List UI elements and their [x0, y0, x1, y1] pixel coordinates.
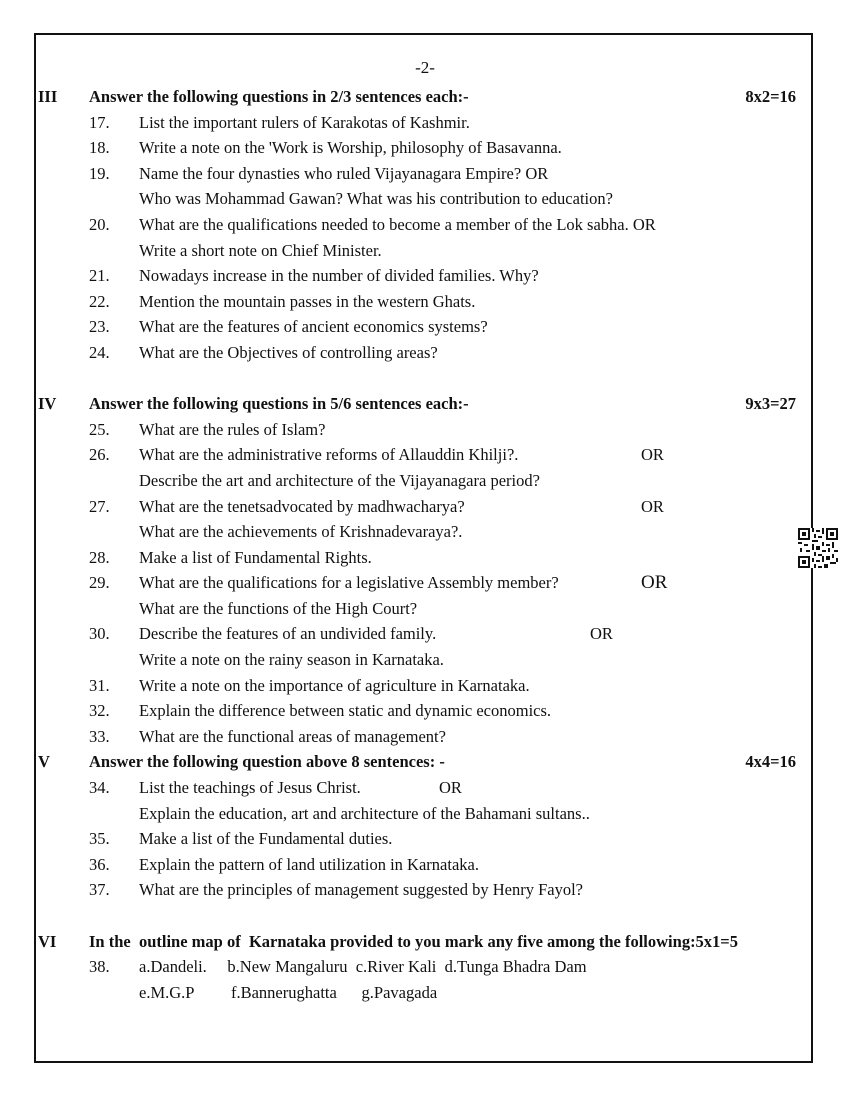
question-number: 21.: [89, 266, 110, 286]
question-text: Name the four dynasties who ruled Vijayanagara Empire? OR: [139, 163, 549, 183]
alternative-text: What are the achievements of Krishnadevaraya?.: [139, 522, 463, 542]
section-instruction: Answer the following question above 8 sentences: -: [89, 752, 445, 772]
section-header: [38, 929, 810, 955]
section-header: [38, 749, 810, 775]
question: [38, 340, 810, 366]
question-text: What are the principles of management suggested by Henry Fayol?: [139, 880, 583, 900]
spacer: [38, 903, 810, 929]
question-number: 29.: [89, 573, 110, 593]
question-text: What are the functional areas of management?: [139, 726, 446, 746]
question: [38, 954, 810, 980]
question: [38, 852, 810, 878]
question-number: 25.: [89, 419, 110, 439]
question: [38, 724, 810, 750]
question-number: 38.: [89, 957, 110, 977]
question-text: Nowadays increase in the number of divided families. Why?: [139, 266, 539, 286]
question: [38, 263, 810, 289]
or-label: OR: [641, 445, 664, 465]
alternative-text: Write a note on the rainy season in Karnataka.: [139, 650, 444, 670]
question-alternative: [38, 596, 810, 622]
qr-code-icon: [798, 528, 838, 568]
section-instruction: Answer the following questions in 5/6 sentences each:-: [89, 394, 469, 414]
question: [38, 442, 810, 468]
question-text: What are the rules of Islam?: [139, 419, 326, 439]
question-alternative: [38, 980, 810, 1006]
question-text: What are the qualifications for a legislative Assembly member?: [139, 573, 559, 593]
question-text: What are the Objectives of controlling areas?: [139, 342, 438, 362]
section-instruction: In the outline map of Karnataka provided to you mark any five among the following:5x1=5: [89, 931, 738, 951]
question-number: 28.: [89, 547, 110, 567]
or-label: OR: [590, 624, 613, 644]
question-text: Write a note on the importance of agriculture in Karnataka.: [139, 675, 530, 695]
question-number: 23.: [89, 317, 110, 337]
question-alternative: [38, 186, 810, 212]
question-text: Make a list of the Fundamental duties.: [139, 829, 393, 849]
section-number: IV: [38, 394, 57, 414]
question-alternative: [38, 647, 810, 673]
question-number: 35.: [89, 829, 110, 849]
question-alternative: [38, 801, 810, 827]
question-number: 27.: [89, 496, 110, 516]
question-number: 19.: [89, 163, 110, 183]
spacer: [38, 366, 810, 392]
question-number: 18.: [89, 138, 110, 158]
section-number: V: [38, 752, 50, 772]
question: [38, 621, 810, 647]
or-label: OR: [641, 572, 668, 594]
question-text: What are the tenetsadvocated by madhwacharya?: [139, 496, 465, 516]
section-marks: 4x4=16: [745, 752, 796, 772]
alternative-text: What are the functions of the High Court?: [139, 598, 418, 618]
page-number: -2-: [415, 58, 435, 77]
or-label: OR: [439, 778, 462, 798]
section-header: [38, 84, 810, 110]
question: [38, 161, 810, 187]
section-marks: 9x3=27: [745, 394, 796, 414]
question-number: 34.: [89, 778, 110, 798]
question-text: What are the features of ancient economics systems?: [139, 317, 488, 337]
section-instruction: Answer the following questions in 2/3 sentences each:-: [89, 87, 469, 106]
question-text: Describe the features of an undivided family.: [139, 624, 437, 644]
question: [38, 417, 810, 443]
question-alternative: [38, 519, 810, 545]
question-text: Write a note on the 'Work is Worship, philosophy of Basavanna.: [139, 138, 562, 158]
question-alternative: [38, 238, 810, 264]
question-number: 22.: [89, 291, 110, 311]
map-items-row: a.Dandeli. b.New Mangaluru c.River Kali d.Tunga Bhadra Dam: [139, 957, 587, 977]
question-number: 24.: [89, 342, 110, 362]
question-number: 30.: [89, 624, 110, 644]
question: [38, 135, 810, 161]
question: [38, 110, 810, 136]
alternative-text: Explain the education, art and architecture of the Bahamani sultans..: [139, 803, 590, 823]
question-number: 20.: [89, 214, 110, 234]
question: [38, 314, 810, 340]
alternative-text: Describe the art and architecture of the Vijayanagara period?: [139, 470, 540, 490]
question-number: 37.: [89, 880, 110, 900]
question-text: What are the administrative reforms of Allauddin Khilji?.: [139, 445, 519, 465]
question: [38, 877, 810, 903]
question: [38, 289, 810, 315]
question: [38, 673, 810, 699]
question-number: 26.: [89, 445, 110, 465]
question-text: Explain the pattern of land utilization in Karnataka.: [139, 854, 479, 874]
question-number: 31.: [89, 675, 110, 695]
question-text: List the teachings of Jesus Christ.: [139, 778, 361, 798]
section-number: III: [38, 87, 58, 106]
question-text: What are the qualifications needed to become a member of the Lok sabha. OR: [139, 214, 656, 234]
question: [38, 494, 810, 520]
question-number: 17.: [89, 112, 110, 132]
question: [38, 698, 810, 724]
question-number: 36.: [89, 854, 110, 874]
question-text: Make a list of Fundamental Rights.: [139, 547, 372, 567]
question: [38, 826, 810, 852]
section-header: [38, 391, 810, 417]
question: [38, 212, 810, 238]
question-alternative: [38, 468, 810, 494]
alternative-text: Who was Mohammad Gawan? What was his contribution to education?: [139, 189, 613, 209]
section-marks: 8x2=16: [745, 87, 796, 106]
question: [38, 545, 810, 571]
question-text: Explain the difference between static and dynamic economics.: [139, 701, 552, 721]
alternative-text: Write a short note on Chief Minister.: [139, 240, 382, 260]
question-number: 33.: [89, 726, 110, 746]
question-paper: [38, 84, 810, 1005]
map-items-row: e.M.G.P f.Bannerughatta g.Pavagada: [139, 982, 438, 1002]
question-number: 32.: [89, 701, 110, 721]
question: [38, 570, 810, 596]
section-number: VI: [38, 931, 57, 951]
question-text: List the important rulers of Karakotas of Kashmir.: [139, 112, 470, 132]
or-label: OR: [641, 496, 664, 516]
question-text: Mention the mountain passes in the western Ghats.: [139, 291, 476, 311]
question: [38, 775, 810, 801]
